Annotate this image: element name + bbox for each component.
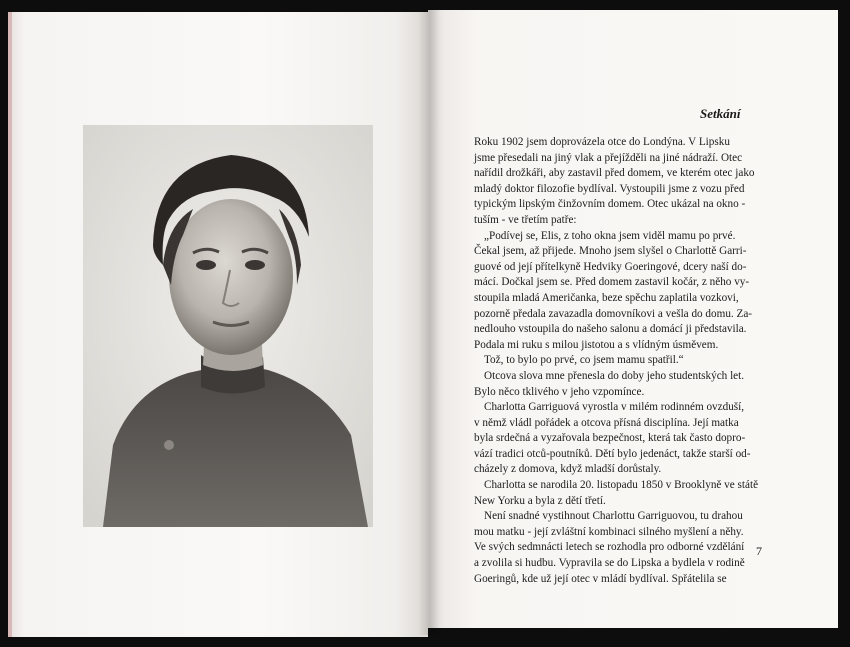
text-line: Není snadné vystihnout Charlottu Garriguovou, tu drahou xyxy=(484,510,743,523)
text-line: Ve svých sedmnácti letech se rozhodla pro odborné vzdělání xyxy=(474,541,745,554)
text-line: Charlotta se narodila 20. listopadu 1850 v Brooklyně ve státě xyxy=(484,479,759,492)
text-line: byla srdečná a vyzařovala bezpečnost, která tak často dopro- xyxy=(474,432,746,445)
text-line: mladý doktor filozofie bydlíval. Vystoupili jsme z vozu před xyxy=(474,182,745,195)
text-line: Bylo něco tklivého v jeho vzpomínce. xyxy=(474,385,645,398)
text-line: Goeringů, kde už její otec v mládí bydlíval. Spřátelila se xyxy=(474,572,727,585)
portrait-photo xyxy=(83,125,373,527)
text-line: Čekal jsem, až přijede. Mnoho jsem slyšel o Charlottě Garri- xyxy=(474,245,747,258)
text-line: pozorně předala zavazadla domovníkovi a vešla do domu. Za- xyxy=(474,307,753,320)
text-line: cházely z domova, když mladší dorůstaly. xyxy=(474,463,662,476)
text-line: guové od její přítelkyně Hedviky Goeringové, dcery naší do- xyxy=(474,260,747,273)
text-line: stoupila mladá Američanka, beze spěchu zaplatila vozkovi, xyxy=(474,291,739,304)
text-line: v němž vládl pořádek a otcova přísná disciplína. Její matka xyxy=(474,416,739,429)
text-line: typickým lipským činžovním domem. Otec ukázal na okno - xyxy=(474,198,746,211)
page-number: 7 xyxy=(756,544,762,558)
text-line: mou matku - její zvláštní kombinaci silného myšlení a něhy. xyxy=(474,525,744,538)
text-line: Roku 1902 jsem doprovázela otce do Londýna. V Lipsku xyxy=(474,136,730,148)
text-line: Otcova slova mne přenesla do doby jeho studentských let. xyxy=(484,369,745,382)
body-text xyxy=(474,135,766,587)
book-gutter xyxy=(418,10,440,635)
text-line: nedlouho vstoupila do našeho salonu a domácí ji představila. xyxy=(474,323,747,336)
text-line: Charlotta Garriguová vyrostla v milém rodinném ovzduší, xyxy=(484,401,745,414)
text-line: mácí. Dočkal jsem se. Před domem zastavil kočár, z něho vy- xyxy=(474,276,750,289)
text-line: a zvolila si hudbu. Vypravila se do Lipska a bydlela v rodině xyxy=(474,557,745,570)
text-line: Podala mi ruku s milou jistotou a s vlídným úsměvem. xyxy=(474,338,719,351)
text-line: tuším - ve třetím patře: xyxy=(474,213,577,226)
text-line: vází tradici otců-poutníků. Dětí bylo jedenáct, takže starší od- xyxy=(474,447,751,460)
text-line: „Podívej se, Elis, z toho okna jsem viděl mamu po prvé. xyxy=(484,229,736,242)
chapter-header: Setkání xyxy=(700,106,741,121)
text-line: Tož, to bylo po prvé, co jsem mamu spatřil.“ xyxy=(484,354,684,367)
text-line: nařídil drožkáři, aby zastavil před domem, ve kterém otec jako xyxy=(474,167,755,180)
text-line: New Yorku a byla z dětí třetí. xyxy=(474,494,606,507)
text-line: jsme přesedali na jiný vlak a přejížděli na jiné nádraží. Otec xyxy=(474,151,743,164)
